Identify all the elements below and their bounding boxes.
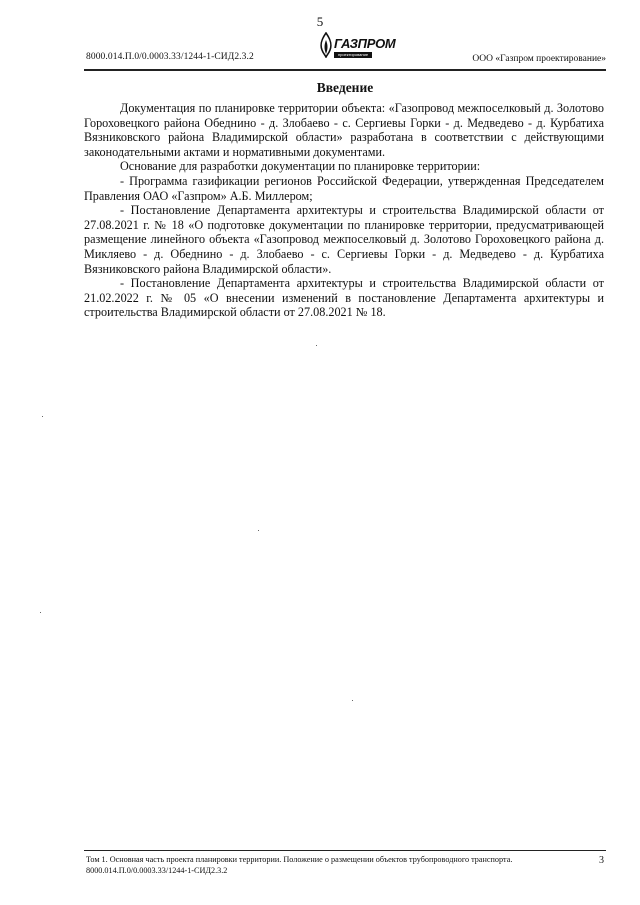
paragraph-list-item-3: - Постановление Департамента архитектуры и строительства Владимирской области от 21.02.2022 г. № 05 «О внесении изменений в постановление Департамента архитектуры и строительства Владимирской области от 27.08.2021 № 18. xyxy=(84,276,604,320)
paragraph-list-item-2: - Постановление Департамента архитектуры и строительства Владимирской области от 27.08.2021 г. № 18 «О подготовке документации по планировке территории, предусматривающей размещение линейного объекта «Газопровод межпоселковый д. Золотово Гороховецкого района д. Микляево - д. Обеднино - д. Злобаево - с. Сергиевы Горки - д. Медведево - д. Курбатиха Вязниковского района Владимирской области». xyxy=(84,203,604,276)
paragraph-intro: Документация по планировке территории объекта: «Газопровод межпоселковый д. Золотово Гороховецкого района Обеднино - д. Злобаево - с. Сергиевы Горки - д. Медведево - д. Курбатиха Вязниковского района Владимирской области» разработана в соответствии с действующими законодательными актами и нормативными документами. xyxy=(84,101,604,159)
scan-speck xyxy=(40,612,41,613)
page-number: 5 xyxy=(316,14,324,29)
header-organization: ООО «Газпром проектирование» xyxy=(472,54,606,64)
scan-speck xyxy=(316,345,317,346)
footer-volume-title: Том 1. Основная часть проекта планировки территории. Положение о размещении объектов трубопроводного транспорта. xyxy=(86,855,513,864)
paragraph-basis: Основание для разработки документации по планировке территории: xyxy=(120,159,481,174)
scan-speck xyxy=(352,700,353,701)
footer-page-number: 3 xyxy=(599,855,604,866)
gazprom-logo xyxy=(318,30,408,68)
footer-divider xyxy=(84,850,606,851)
header-document-code: 8000.014.П.0/0.0003.33/1244-1-СИД2.3.2 xyxy=(86,52,254,62)
footer-document-code: 8000.014.П.0/0.0003.33/1244-1-СИД2.3.2 xyxy=(86,866,228,875)
logo-wordmark: ГАЗПРОМ xyxy=(334,36,396,51)
header-divider xyxy=(84,69,606,71)
section-title: Введение xyxy=(316,80,374,95)
scan-speck xyxy=(42,416,43,417)
document-body xyxy=(84,101,604,320)
logo-subtext: проектирование xyxy=(334,52,372,58)
scan-speck xyxy=(258,530,259,531)
flame-icon xyxy=(318,32,334,58)
paragraph-list-item-1: - Программа газификации регионов Российской Федерации, утвержденная Председателем Правления ОАО «Газпром» А.Б. Миллером; xyxy=(84,173,604,203)
